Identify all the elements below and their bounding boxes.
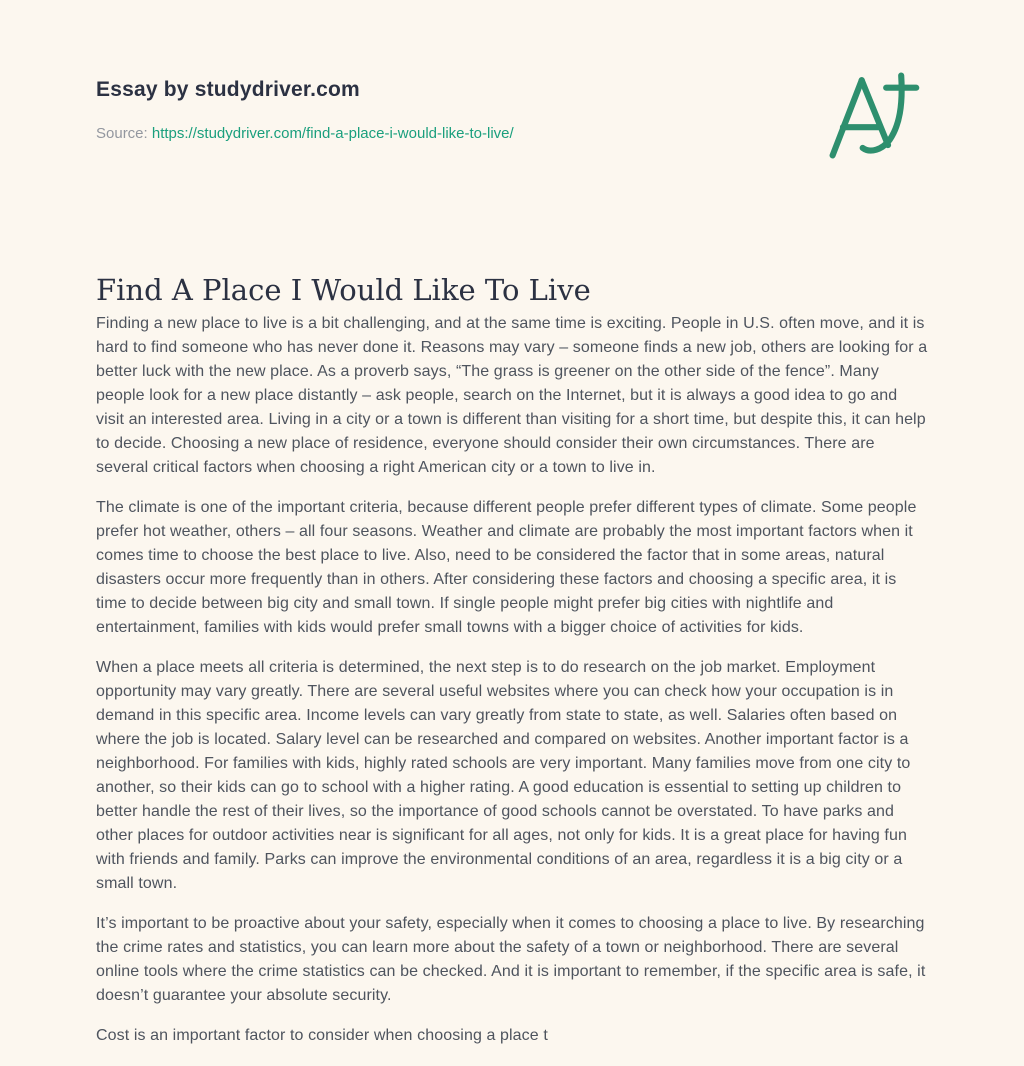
essay-body bbox=[96, 312, 929, 1064]
essay-paragraph: Cost is an important factor to consider when choosing a place t bbox=[96, 1027, 548, 1044]
essay-paragraph: The climate is one of the important criteria, because different people prefer different types of climate. Some people prefer hot weather, others – all four seasons. Weather and climate are probably the most important factors when it comes time to choose the best place to live. Also, need to be considered the factor that in some areas, natural disasters occur more frequently than in others. After considering these factors and choosing a specific area, it is time to decide between big city and small town. If single people might prefer big cities with nightlife and entertainment, families with kids would prefer small towns with a bigger choice of activities for kids. bbox=[96, 499, 917, 636]
essay-paragraph: It’s important to be proactive about your safety, especially when it comes to choosing a place to live. By researching the crime rates and statistics, you can learn more about the safety of a town or neighborhood. There are several online tools where the crime statistics can be checked. And it is important to remember, if the specific area is safe, it doesn’t guarantee your absolute security. bbox=[96, 915, 926, 1004]
essay-byline: Essay by studydriver.com bbox=[96, 78, 360, 101]
essay-title: Find A Place I Would Like To Live bbox=[96, 273, 591, 308]
source-link[interactable]: https://studydriver.com/find-a-place-i-would-like-to-live/ bbox=[151, 125, 514, 142]
studydriver-logo-icon bbox=[826, 66, 920, 164]
essay-paragraph: Finding a new place to live is a bit challenging, and at the same time is exciting. People in U.S. often move, and it is hard to find someone who has never done it. Reasons may vary – someone finds a new job, others are looking for a better luck with the new place. As a proverb says, “The grass is greener on the other side of the fence”. Many people look for a new place distantly – ask people, search on the Internet, but it is always a good idea to go and visit an interested area. Living in a city or a town is different than visiting for a short time, but despite this, it can help to decide. Choosing a new place of residence, everyone should consider their own circumstances. There are several critical factors when choosing a right American city or a town to live in. bbox=[96, 315, 928, 476]
source-label: Source: bbox=[96, 125, 148, 142]
logo-a-dagger-glyph bbox=[826, 66, 920, 164]
source-line bbox=[96, 125, 514, 142]
essay-paragraph: When a place meets all criteria is determined, the next step is to do research on the job market. Employment opportunity may vary greatly. There are several useful websites where you can check how your occupation is in demand in this specific area. Income levels can vary greatly from state to state, as well. Salaries often based on where the job is located. Salary level can be researched and compared on websites. Another important factor is a neighborhood. For families with kids, highly rated schools are very important. Many families move from one city to another, so their kids can go to school with a higher rating. A good education is essential to setting up children to better handle the rest of their lives, so the importance of good schools cannot be overstated. To have parks and other places for outdoor activities near is significant for all ages, not only for kids. It is a great place for having fun with friends and family. Parks can improve the environmental conditions of an area, regardless it is a big city or a small town. bbox=[96, 659, 911, 892]
